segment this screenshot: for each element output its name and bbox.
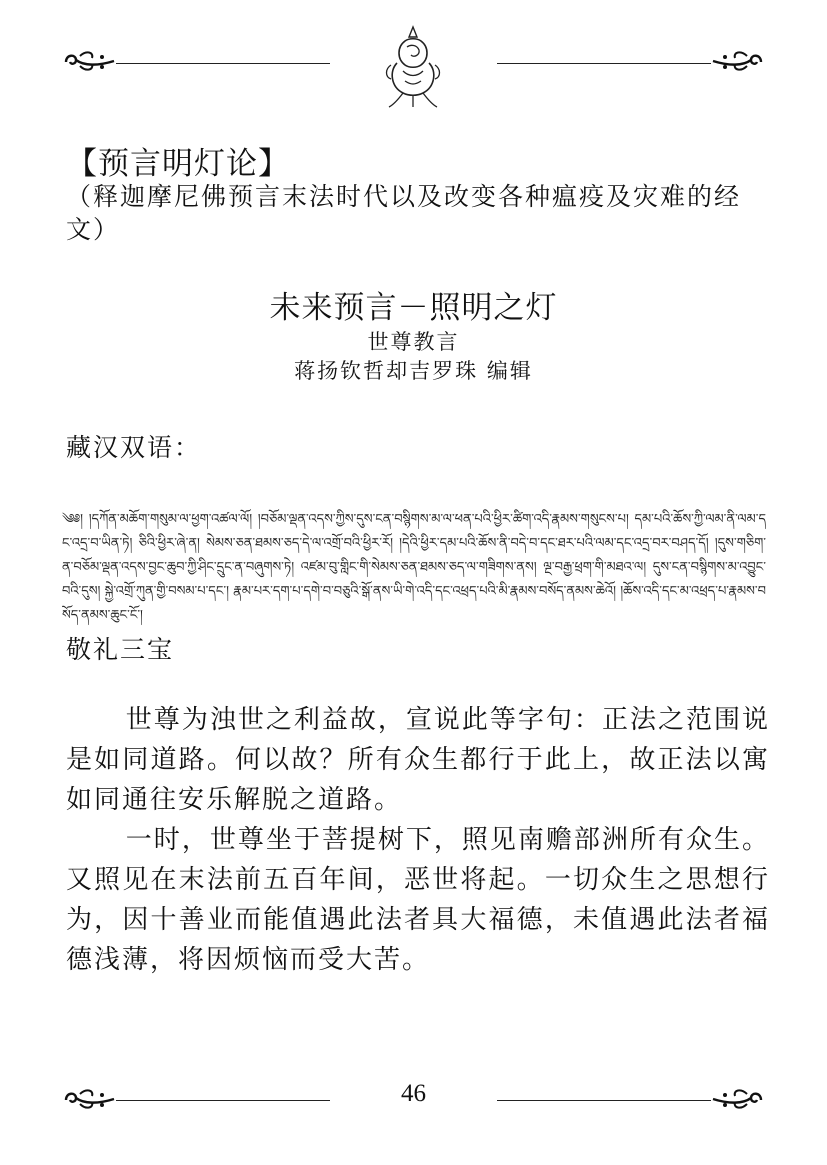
salutation: 敬礼三宝 [66, 635, 175, 664]
top-rule-left [116, 63, 330, 64]
bilingual-label: 藏汉双语： [66, 433, 202, 462]
tibetan-passage: ༄༅། །དཀོན་མཆོག་གསུམ་ལ་ཕྱག་འཚལ་ལོ། །བཅོམ་ལྡན་འདས་ཀྱིས་དུས་ངན་བསྙིགས་མ་ལ་ཕན་པའི་ཕྱིར་ཚིག་འདི་རྣམས་གསུངས་པ། དམ་པའི་ཆོས་ཀྱི་ལམ་ནི་ལམ་དང་འདྲ་བ་ཡིན་ཏེ། ཅིའི་ཕྱིར་ཞེ་ན། སེམས་ཅན་ཐམས་ཅད་དེ་ལ་འགྲོ་བའི་ཕྱིར་རོ། །དེའི་ཕྱིར་དམ་པའི་ཆོས་ནི་བདེ་བ་དང་ཐར་པའི་ལམ་དང་འདྲ་བར་བཤད་དོ། །དུས་གཅིག་ན་བཅོམ་ལྡན་འདས་བྱང་ཆུབ་ཀྱི་ཤིང་དྲུང་ན་བཞུགས་ཏེ། འཛམ་བུ་གླིང་གི་སེམས་ཅན་ཐམས་ཅད་ལ་གཟིགས་ནས། ལྔ་བརྒྱ་ཕྲག་གི་མཐའ་ལ། དུས་ངན་བསྙིགས་མ་འབྱུང་བའི་དུས། སྐྱེ་འགྲོ་ཀུན་གྱི་བསམ་པ་དང་། རྣམ་པར་དག་པ་དགེ་བ་བཅུའི་སྒོ་ནས་ཡི་གེ་འདི་དང་འཕྲད་པའི་མི་རྣམས་བསོད་ནམས་ཆེའོ། །ཆོས་འདི་དང་མ་འཕྲད་པ་རྣམས་བསོད་ནམས་ཆུང་ངོ་། [62, 512, 766, 623]
conch-shell-emblem [383, 25, 443, 109]
body-text [66, 700, 770, 980]
scroll-flourish-icon [709, 1086, 765, 1112]
document-heading: 【预言明灯论】 [66, 146, 290, 182]
scroll-flourish-icon [62, 48, 118, 74]
editor-credit: 蒋扬钦哲却吉罗珠 编辑 [294, 359, 533, 383]
top-rule-right [497, 63, 711, 64]
bottom-rule-right [497, 1100, 711, 1101]
page-number: 46 [401, 1080, 426, 1107]
scroll-flourish-icon [709, 48, 765, 74]
page-title: 未来预言－照明之灯 [269, 290, 558, 326]
subtitle: 世尊教言 [367, 330, 460, 354]
document-subheading: （释迦摩尼佛预言末法时代以及改变各种瘟疫及灾难的经文） [66, 182, 742, 244]
paragraph: 世尊为浊世之利益故，宣说此等字句：正法之范围说是如同道路。何以故？所有众生都行于此上，故正法以寓如同通往安乐解脱之道路。 [66, 705, 770, 815]
paragraph: 一时，世尊坐于菩提树下，照见南赡部洲所有众生。又照见在末法前五百年间，恶世将起。一切众生之思想行为，因十善业而能值遇此法者具大福德，未值遇此法者福德浅薄，将因烦恼而受大苦。 [66, 825, 770, 975]
